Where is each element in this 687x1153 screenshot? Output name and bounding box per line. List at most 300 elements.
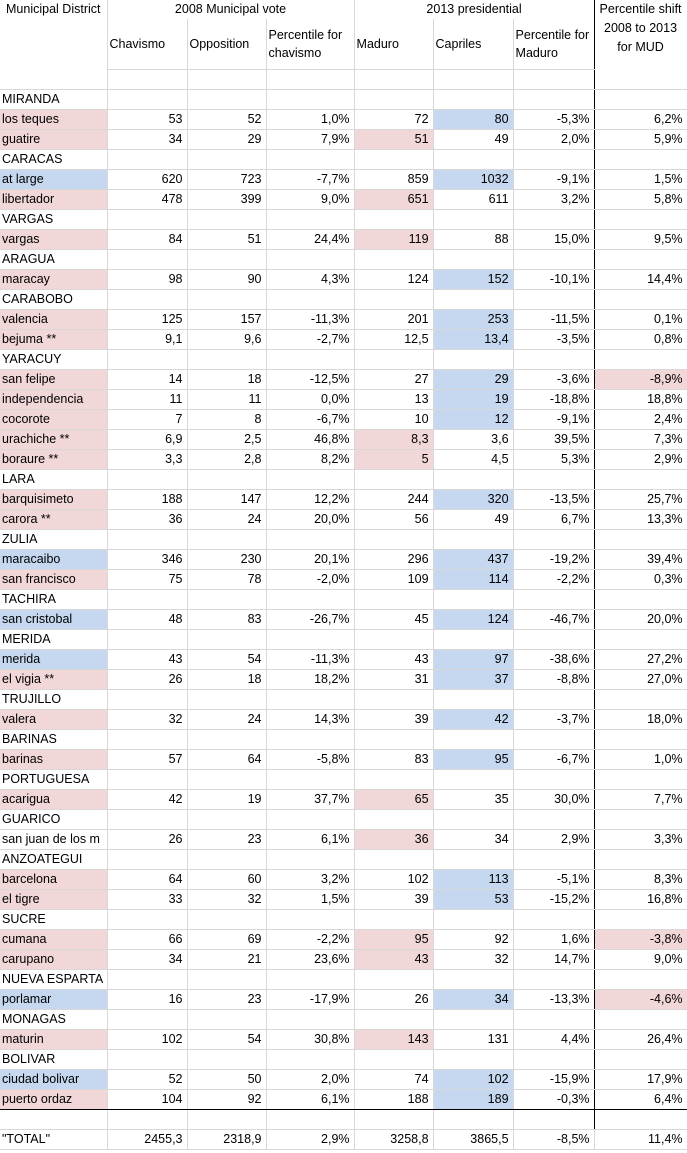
shift-cell[interactable]: 27,2%	[594, 650, 687, 670]
cell[interactable]	[594, 730, 687, 750]
cell[interactable]	[266, 1110, 354, 1130]
region-name-cell[interactable]: BARINAS	[0, 730, 107, 750]
maduro-cell[interactable]: 74	[354, 1070, 433, 1090]
pct-maduro-cell[interactable]: 2,0%	[513, 130, 594, 150]
region-name-cell[interactable]: CARABOBO	[0, 290, 107, 310]
cell[interactable]	[513, 90, 594, 110]
cell[interactable]	[513, 210, 594, 230]
chavismo-cell[interactable]: 104	[107, 1090, 187, 1110]
maduro-cell[interactable]: 72	[354, 110, 433, 130]
maduro-cell[interactable]: 95	[354, 930, 433, 950]
region-name-cell[interactable]: TRUJILLO	[0, 690, 107, 710]
pct-maduro-cell[interactable]: -46,7%	[513, 610, 594, 630]
cell[interactable]	[187, 210, 266, 230]
region-name-cell[interactable]: MERIDA	[0, 630, 107, 650]
district-name-cell[interactable]: porlamar	[0, 990, 107, 1010]
cell[interactable]	[107, 970, 187, 990]
cell[interactable]	[107, 90, 187, 110]
chavismo-cell[interactable]: 52	[107, 1070, 187, 1090]
shift-cell[interactable]: 25,7%	[594, 490, 687, 510]
maduro-cell[interactable]: 10	[354, 410, 433, 430]
district-name-cell[interactable]: ciudad bolivar	[0, 1070, 107, 1090]
capriles-cell[interactable]: 189	[433, 1090, 513, 1110]
cell[interactable]	[107, 770, 187, 790]
region-name-cell[interactable]: TACHIRA	[0, 590, 107, 610]
cell[interactable]	[107, 70, 187, 90]
shift-cell[interactable]: 6,4%	[594, 1090, 687, 1110]
cell[interactable]	[513, 150, 594, 170]
cell[interactable]	[107, 630, 187, 650]
pct-chavismo-cell[interactable]: 20,1%	[266, 550, 354, 570]
shift-cell[interactable]: 0,3%	[594, 570, 687, 590]
chavismo-cell[interactable]: 16	[107, 990, 187, 1010]
cell[interactable]	[266, 1050, 354, 1070]
cell[interactable]	[594, 530, 687, 550]
pct-maduro-cell[interactable]: -3,6%	[513, 370, 594, 390]
district-name-cell[interactable]: bejuma **	[0, 330, 107, 350]
cell[interactable]	[354, 250, 433, 270]
cell[interactable]	[594, 150, 687, 170]
maduro-cell[interactable]: 26	[354, 990, 433, 1010]
opposition-cell[interactable]: 19	[187, 790, 266, 810]
pct-maduro-cell[interactable]: -38,6%	[513, 650, 594, 670]
cell[interactable]	[266, 470, 354, 490]
cell[interactable]	[266, 590, 354, 610]
shift-cell[interactable]: 1,5%	[594, 170, 687, 190]
capriles-cell[interactable]: 32	[433, 950, 513, 970]
cell[interactable]	[107, 1050, 187, 1070]
capriles-cell[interactable]: 102	[433, 1070, 513, 1090]
maduro-cell[interactable]: 27	[354, 370, 433, 390]
region-name-cell[interactable]: CARACAS	[0, 150, 107, 170]
chavismo-cell[interactable]: 36	[107, 510, 187, 530]
pct-maduro-cell[interactable]: -8,8%	[513, 670, 594, 690]
cell[interactable]	[266, 350, 354, 370]
pct-maduro-cell[interactable]: 14,7%	[513, 950, 594, 970]
cell[interactable]	[354, 290, 433, 310]
opposition-cell[interactable]: 24	[187, 710, 266, 730]
cell[interactable]	[513, 350, 594, 370]
opposition-cell[interactable]: 69	[187, 930, 266, 950]
shift-cell[interactable]: 3,3%	[594, 830, 687, 850]
total-maduro-cell[interactable]: 3258,8	[354, 1130, 433, 1150]
cell[interactable]	[433, 850, 513, 870]
region-name-cell[interactable]: SUCRE	[0, 910, 107, 930]
pct-maduro-cell[interactable]: -10,1%	[513, 270, 594, 290]
pct-chavismo-cell[interactable]: 46,8%	[266, 430, 354, 450]
district-name-cell[interactable]: san cristobal	[0, 610, 107, 630]
pct-maduro-cell[interactable]: -13,3%	[513, 990, 594, 1010]
cell[interactable]	[594, 250, 687, 270]
pct-maduro-cell[interactable]: 5,3%	[513, 450, 594, 470]
pct-chavismo-cell[interactable]: -17,9%	[266, 990, 354, 1010]
pct-chavismo-cell[interactable]: 2,0%	[266, 1070, 354, 1090]
district-name-cell[interactable]: maturin	[0, 1030, 107, 1050]
cell[interactable]	[513, 290, 594, 310]
capriles-cell[interactable]: 124	[433, 610, 513, 630]
pct-chavismo-cell[interactable]: -7,7%	[266, 170, 354, 190]
opposition-cell[interactable]: 2,8	[187, 450, 266, 470]
cell[interactable]	[594, 810, 687, 830]
maduro-cell[interactable]: 56	[354, 510, 433, 530]
maduro-cell[interactable]: 39	[354, 710, 433, 730]
chavismo-cell[interactable]: 57	[107, 750, 187, 770]
cell[interactable]	[354, 850, 433, 870]
cell[interactable]	[107, 590, 187, 610]
capriles-cell[interactable]: 34	[433, 830, 513, 850]
pct-chavismo-cell[interactable]: -11,3%	[266, 310, 354, 330]
cell[interactable]	[513, 690, 594, 710]
chavismo-cell[interactable]: 6,9	[107, 430, 187, 450]
cell[interactable]	[354, 970, 433, 990]
pct-maduro-cell[interactable]: -9,1%	[513, 410, 594, 430]
capriles-cell[interactable]: 95	[433, 750, 513, 770]
shift-cell[interactable]: 6,2%	[594, 110, 687, 130]
maduro-cell[interactable]: 859	[354, 170, 433, 190]
maduro-cell[interactable]: 43	[354, 950, 433, 970]
maduro-cell[interactable]: 51	[354, 130, 433, 150]
capriles-cell[interactable]: 320	[433, 490, 513, 510]
district-name-cell[interactable]: san francisco	[0, 570, 107, 590]
capriles-cell[interactable]: 253	[433, 310, 513, 330]
shift-cell[interactable]: 27,0%	[594, 670, 687, 690]
cell[interactable]	[513, 1110, 594, 1130]
cell[interactable]	[513, 630, 594, 650]
shift-cell[interactable]: 1,0%	[594, 750, 687, 770]
cell[interactable]	[594, 1050, 687, 1070]
pct-maduro-cell[interactable]: -3,7%	[513, 710, 594, 730]
cell[interactable]	[107, 530, 187, 550]
capriles-cell[interactable]: 37	[433, 670, 513, 690]
maduro-cell[interactable]: 65	[354, 790, 433, 810]
district-name-cell[interactable]: acarigua	[0, 790, 107, 810]
cell[interactable]	[107, 1010, 187, 1030]
pct-maduro-cell[interactable]: -15,9%	[513, 1070, 594, 1090]
header-shift[interactable]: Percentile shift 2008 to 2013 for MUD	[594, 0, 687, 70]
cell[interactable]	[266, 630, 354, 650]
chavismo-cell[interactable]: 26	[107, 670, 187, 690]
shift-cell[interactable]: 5,8%	[594, 190, 687, 210]
region-name-cell[interactable]: ANZOATEGUI	[0, 850, 107, 870]
cell[interactable]	[594, 770, 687, 790]
opposition-cell[interactable]: 11	[187, 390, 266, 410]
pct-maduro-cell[interactable]: -13,5%	[513, 490, 594, 510]
cell[interactable]	[354, 470, 433, 490]
cell[interactable]	[594, 90, 687, 110]
district-name-cell[interactable]: maracay	[0, 270, 107, 290]
pct-chavismo-cell[interactable]: 20,0%	[266, 510, 354, 530]
cell[interactable]	[433, 290, 513, 310]
chavismo-cell[interactable]: 7	[107, 410, 187, 430]
cell[interactable]	[266, 1010, 354, 1030]
pct-chavismo-cell[interactable]: 30,8%	[266, 1030, 354, 1050]
capriles-cell[interactable]: 131	[433, 1030, 513, 1050]
cell[interactable]	[594, 1010, 687, 1030]
opposition-cell[interactable]: 83	[187, 610, 266, 630]
maduro-cell[interactable]: 102	[354, 870, 433, 890]
total-pct-maduro-cell[interactable]: -8,5%	[513, 1130, 594, 1150]
cell[interactable]	[433, 910, 513, 930]
cell[interactable]	[594, 970, 687, 990]
opposition-cell[interactable]: 52	[187, 110, 266, 130]
shift-cell[interactable]: 7,7%	[594, 790, 687, 810]
cell[interactable]	[433, 810, 513, 830]
cell[interactable]	[107, 810, 187, 830]
pct-chavismo-cell[interactable]: 8,2%	[266, 450, 354, 470]
cell[interactable]	[513, 590, 594, 610]
region-name-cell[interactable]: BOLIVAR	[0, 1050, 107, 1070]
region-name-cell[interactable]: YARACUY	[0, 350, 107, 370]
cell[interactable]	[187, 850, 266, 870]
maduro-cell[interactable]: 119	[354, 230, 433, 250]
chavismo-cell[interactable]: 75	[107, 570, 187, 590]
maduro-cell[interactable]: 8,3	[354, 430, 433, 450]
pct-chavismo-cell[interactable]: -26,7%	[266, 610, 354, 630]
cell[interactable]	[187, 590, 266, 610]
cell[interactable]	[354, 730, 433, 750]
cell[interactable]	[187, 690, 266, 710]
pct-chavismo-cell[interactable]: 3,2%	[266, 870, 354, 890]
cell[interactable]	[594, 1110, 687, 1130]
district-name-cell[interactable]: merida	[0, 650, 107, 670]
capriles-cell[interactable]: 3,6	[433, 430, 513, 450]
pct-chavismo-cell[interactable]: 7,9%	[266, 130, 354, 150]
pct-maduro-cell[interactable]: 15,0%	[513, 230, 594, 250]
pct-chavismo-cell[interactable]: -5,8%	[266, 750, 354, 770]
cell[interactable]	[513, 730, 594, 750]
header-2008-group[interactable]: 2008 Municipal vote	[107, 0, 354, 19]
shift-cell[interactable]: 18,0%	[594, 710, 687, 730]
pct-chavismo-cell[interactable]: -11,3%	[266, 650, 354, 670]
district-name-cell[interactable]: valera	[0, 710, 107, 730]
cell[interactable]	[266, 910, 354, 930]
opposition-cell[interactable]: 230	[187, 550, 266, 570]
opposition-cell[interactable]: 23	[187, 990, 266, 1010]
cell[interactable]	[433, 630, 513, 650]
shift-cell[interactable]: -3,8%	[594, 930, 687, 950]
shift-cell[interactable]: 2,4%	[594, 410, 687, 430]
shift-cell[interactable]: 16,8%	[594, 890, 687, 910]
pct-chavismo-cell[interactable]: -6,7%	[266, 410, 354, 430]
district-name-cell[interactable]: san juan de los m	[0, 830, 107, 850]
district-name-cell[interactable]: los teques	[0, 110, 107, 130]
cell[interactable]	[107, 730, 187, 750]
header-pct-chavismo[interactable]: Percentile for chavismo	[266, 19, 354, 70]
chavismo-cell[interactable]: 26	[107, 830, 187, 850]
capriles-cell[interactable]: 114	[433, 570, 513, 590]
cell[interactable]	[513, 910, 594, 930]
cell[interactable]	[0, 1110, 107, 1130]
region-name-cell[interactable]: VARGAS	[0, 210, 107, 230]
pct-chavismo-cell[interactable]: 1,5%	[266, 890, 354, 910]
cell[interactable]	[354, 1110, 433, 1130]
cell[interactable]	[0, 70, 107, 90]
opposition-cell[interactable]: 29	[187, 130, 266, 150]
cell[interactable]	[187, 1050, 266, 1070]
cell[interactable]	[187, 250, 266, 270]
pct-maduro-cell[interactable]: -3,5%	[513, 330, 594, 350]
chavismo-cell[interactable]: 84	[107, 230, 187, 250]
opposition-cell[interactable]: 157	[187, 310, 266, 330]
pct-maduro-cell[interactable]: 4,4%	[513, 1030, 594, 1050]
capriles-cell[interactable]: 92	[433, 930, 513, 950]
opposition-cell[interactable]: 54	[187, 1030, 266, 1050]
maduro-cell[interactable]: 12,5	[354, 330, 433, 350]
district-name-cell[interactable]: cocorote	[0, 410, 107, 430]
cell[interactable]	[433, 970, 513, 990]
cell[interactable]	[433, 730, 513, 750]
cell[interactable]	[266, 970, 354, 990]
cell[interactable]	[266, 770, 354, 790]
cell[interactable]	[107, 290, 187, 310]
cell[interactable]	[354, 530, 433, 550]
pct-maduro-cell[interactable]: 39,5%	[513, 430, 594, 450]
pct-maduro-cell[interactable]: -19,2%	[513, 550, 594, 570]
shift-cell[interactable]: 18,8%	[594, 390, 687, 410]
total-opposition-cell[interactable]: 2318,9	[187, 1130, 266, 1150]
opposition-cell[interactable]: 18	[187, 670, 266, 690]
opposition-cell[interactable]: 2,5	[187, 430, 266, 450]
chavismo-cell[interactable]: 48	[107, 610, 187, 630]
cell[interactable]	[107, 910, 187, 930]
cell[interactable]	[354, 350, 433, 370]
pct-chavismo-cell[interactable]: 6,1%	[266, 1090, 354, 1110]
opposition-cell[interactable]: 9,6	[187, 330, 266, 350]
cell[interactable]	[594, 210, 687, 230]
region-name-cell[interactable]: MIRANDA	[0, 90, 107, 110]
capriles-cell[interactable]: 80	[433, 110, 513, 130]
opposition-cell[interactable]: 51	[187, 230, 266, 250]
cell[interactable]	[433, 210, 513, 230]
cell[interactable]	[594, 350, 687, 370]
cell[interactable]	[107, 350, 187, 370]
shift-cell[interactable]: 8,3%	[594, 870, 687, 890]
shift-cell[interactable]: 0,8%	[594, 330, 687, 350]
pct-maduro-cell[interactable]: 30,0%	[513, 790, 594, 810]
capriles-cell[interactable]: 19	[433, 390, 513, 410]
total-pct-chavismo-cell[interactable]: 2,9%	[266, 1130, 354, 1150]
cell[interactable]	[107, 690, 187, 710]
cell[interactable]	[433, 770, 513, 790]
pct-chavismo-cell[interactable]: 14,3%	[266, 710, 354, 730]
pct-maduro-cell[interactable]: 1,6%	[513, 930, 594, 950]
cell[interactable]	[354, 770, 433, 790]
capriles-cell[interactable]: 152	[433, 270, 513, 290]
pct-chavismo-cell[interactable]: 4,3%	[266, 270, 354, 290]
maduro-cell[interactable]: 36	[354, 830, 433, 850]
cell[interactable]	[187, 470, 266, 490]
chavismo-cell[interactable]: 64	[107, 870, 187, 890]
total-capriles-cell[interactable]: 3865,5	[433, 1130, 513, 1150]
cell[interactable]	[354, 690, 433, 710]
shift-cell[interactable]: 39,4%	[594, 550, 687, 570]
district-name-cell[interactable]: barinas	[0, 750, 107, 770]
region-name-cell[interactable]: NUEVA ESPARTA	[0, 970, 107, 990]
capriles-cell[interactable]: 35	[433, 790, 513, 810]
pct-chavismo-cell[interactable]: 18,2%	[266, 670, 354, 690]
chavismo-cell[interactable]: 14	[107, 370, 187, 390]
cell[interactable]	[187, 1010, 266, 1030]
region-name-cell[interactable]: GUARICO	[0, 810, 107, 830]
pct-chavismo-cell[interactable]: 9,0%	[266, 190, 354, 210]
cell[interactable]	[266, 850, 354, 870]
opposition-cell[interactable]: 32	[187, 890, 266, 910]
maduro-cell[interactable]: 43	[354, 650, 433, 670]
pct-chavismo-cell[interactable]: 12,2%	[266, 490, 354, 510]
cell[interactable]	[594, 290, 687, 310]
cell[interactable]	[187, 730, 266, 750]
cell[interactable]	[187, 90, 266, 110]
cell[interactable]	[266, 150, 354, 170]
chavismo-cell[interactable]: 43	[107, 650, 187, 670]
shift-cell[interactable]: -8,9%	[594, 370, 687, 390]
maduro-cell[interactable]: 5	[354, 450, 433, 470]
region-name-cell[interactable]: ZULIA	[0, 530, 107, 550]
cell[interactable]	[266, 90, 354, 110]
cell[interactable]	[513, 850, 594, 870]
maduro-cell[interactable]: 188	[354, 1090, 433, 1110]
cell[interactable]	[433, 1110, 513, 1130]
opposition-cell[interactable]: 64	[187, 750, 266, 770]
chavismo-cell[interactable]: 9,1	[107, 330, 187, 350]
chavismo-cell[interactable]: 98	[107, 270, 187, 290]
maduro-cell[interactable]: 109	[354, 570, 433, 590]
header-2013-group[interactable]: 2013 presidential	[354, 0, 594, 19]
district-name-cell[interactable]: at large	[0, 170, 107, 190]
cell[interactable]	[594, 70, 687, 90]
cell[interactable]	[187, 290, 266, 310]
district-name-cell[interactable]: vargas	[0, 230, 107, 250]
chavismo-cell[interactable]: 34	[107, 950, 187, 970]
district-name-cell[interactable]: carora **	[0, 510, 107, 530]
cell[interactable]	[354, 910, 433, 930]
header-maduro[interactable]: Maduro	[354, 19, 433, 70]
cell[interactable]	[107, 250, 187, 270]
pct-chavismo-cell[interactable]: -2,7%	[266, 330, 354, 350]
cell[interactable]	[513, 470, 594, 490]
chavismo-cell[interactable]: 102	[107, 1030, 187, 1050]
pct-chavismo-cell[interactable]: 37,7%	[266, 790, 354, 810]
chavismo-cell[interactable]: 478	[107, 190, 187, 210]
opposition-cell[interactable]: 60	[187, 870, 266, 890]
maduro-cell[interactable]: 45	[354, 610, 433, 630]
chavismo-cell[interactable]: 11	[107, 390, 187, 410]
chavismo-cell[interactable]: 53	[107, 110, 187, 130]
cell[interactable]	[513, 250, 594, 270]
shift-cell[interactable]: 5,9%	[594, 130, 687, 150]
opposition-cell[interactable]: 723	[187, 170, 266, 190]
cell[interactable]	[594, 470, 687, 490]
opposition-cell[interactable]: 78	[187, 570, 266, 590]
shift-cell[interactable]: 17,9%	[594, 1070, 687, 1090]
shift-cell[interactable]: 7,3%	[594, 430, 687, 450]
cell[interactable]	[187, 70, 266, 90]
header-opposition[interactable]: Opposition	[187, 19, 266, 70]
cell[interactable]	[266, 730, 354, 750]
capriles-cell[interactable]: 13,4	[433, 330, 513, 350]
pct-maduro-cell[interactable]: -2,2%	[513, 570, 594, 590]
pct-chavismo-cell[interactable]: -2,0%	[266, 570, 354, 590]
total-chavismo-cell[interactable]: 2455,3	[107, 1130, 187, 1150]
shift-cell[interactable]: 13,3%	[594, 510, 687, 530]
header-municipal-district[interactable]: Municipal District	[0, 0, 107, 70]
total-district-name-cell[interactable]: "TOTAL"	[0, 1130, 107, 1150]
maduro-cell[interactable]: 201	[354, 310, 433, 330]
cell[interactable]	[266, 530, 354, 550]
cell[interactable]	[107, 1110, 187, 1130]
capriles-cell[interactable]: 113	[433, 870, 513, 890]
pct-chavismo-cell[interactable]: 24,4%	[266, 230, 354, 250]
